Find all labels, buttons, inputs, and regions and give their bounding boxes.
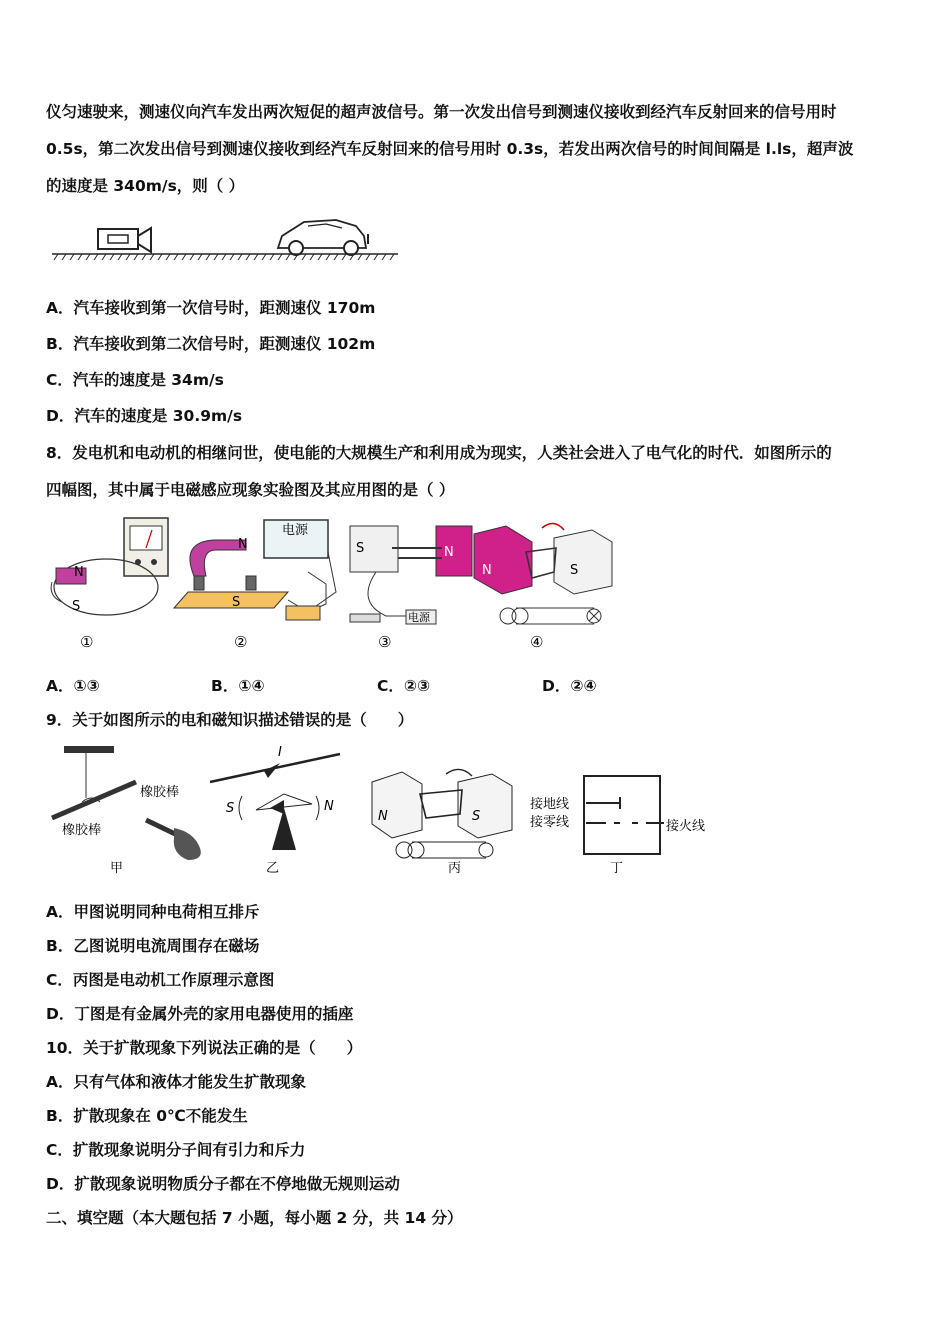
q8-fig-label-3: ③ (378, 633, 392, 651)
q8-fig3-power-label: 电源 (408, 611, 430, 624)
q9-option-b[interactable]: B．乙图说明电流周围存在磁场 (46, 937, 260, 955)
q9-fig-bing-s-label: S (472, 809, 481, 824)
q9-figures (46, 738, 726, 883)
q8-fig2-n-label: N (238, 537, 248, 552)
q9-option-a[interactable]: A．甲图说明同种电荷相互排斥 (46, 903, 260, 921)
speed-detector-icon (98, 228, 151, 252)
q8-figure-1-galvanometer (51, 518, 168, 615)
q9-fig-label-bing: 丙 (448, 861, 462, 876)
q9-fig-bing-n-label: N (378, 809, 388, 824)
q9-fig-yi-current-label: I (278, 745, 282, 760)
q10-option-b[interactable]: B．扩散现象在 0℃不能发生 (46, 1107, 248, 1125)
q9-figure-jia-rubber-rods (52, 746, 201, 860)
q9-stem: 9．关于如图所示的电和磁知识描述错误的是（ ） (46, 711, 414, 729)
q9-option-d[interactable]: D．丁图是有金属外壳的家用电器使用的插座 (46, 1005, 354, 1023)
q9-option-c[interactable]: C．丙图是电动机工作原理示意图 (46, 971, 275, 989)
q9-fig-yi-s-label: S (226, 801, 235, 816)
q8-fig3-s-label: S (356, 541, 365, 556)
q7-option-d[interactable]: D．汽车的速度是 30.9m/s (46, 407, 243, 425)
q9-fig-label-jia: 甲 (110, 861, 124, 876)
q8-fig2-s-label: S (232, 595, 241, 610)
q7-stem-line-3: 的速度是 340m/s，则（ ） (46, 177, 245, 195)
q8-option-d[interactable]: D．②④ (542, 677, 597, 695)
q8-figure-2-motor-setup (174, 520, 336, 620)
q7-stem-line-1: 仪匀速驶来，测速仪向汽车发出两次短促的超声波信号。第一次发出信号到测速仪接收到经汽车反射回来的信号用时 (46, 103, 837, 121)
q9-fig-ding-live-label: 接火线 (666, 819, 706, 834)
q8-figure-3-conductor-in-field (350, 526, 472, 624)
q8-option-a[interactable]: A．①③ (46, 677, 100, 695)
q9-fig-label-yi: 乙 (266, 861, 280, 876)
q9-figure-ding-socket (530, 776, 705, 854)
q9-fig-jia-rod-label-top: 橡胶棒 (140, 785, 180, 800)
q8-fig1-n-label: N (74, 565, 84, 580)
q7-option-b[interactable]: B．汽车接收到第二次信号时，距测速仪 102m (46, 335, 376, 353)
q8-stem-line-1: 8．发电机和电动机的相继问世，使电能的大规模生产和利用成为现实，人类社会进入了电气化的时代．如图所示的 (46, 444, 832, 462)
q9-fig-ding-ground-label: 接地线 (530, 797, 570, 812)
car-icon (278, 220, 368, 255)
q8-option-c[interactable]: C．②③ (377, 677, 431, 695)
q9-figure-bing-generator (372, 769, 512, 858)
q9-fig-label-ding: 丁 (610, 861, 624, 876)
q8-fig3-n-label: N (444, 545, 454, 560)
q8-fig2-power-label: 电源 (282, 523, 309, 538)
q10-option-d[interactable]: D．扩散现象说明物质分子都在不停地做无规则运动 (46, 1175, 400, 1193)
q8-fig4-n-label: N (482, 563, 492, 578)
q9-fig-yi-n-label: N (324, 799, 334, 814)
ground-hatching (54, 254, 394, 260)
q8-figure-4-coil-generator (474, 523, 612, 624)
q9-figure-yi-compass-current (210, 745, 340, 850)
q10-option-c[interactable]: C．扩散现象说明分子间有引力和斥力 (46, 1141, 306, 1159)
q10-stem: 10．关于扩散现象下列说法正确的是（ ） (46, 1039, 363, 1057)
q7-option-c[interactable]: C．汽车的速度是 34m/s (46, 371, 224, 389)
q8-stem-line-2: 四幅图，其中属于电磁感应现象实验图及其应用图的是（ ） (46, 481, 455, 499)
section-2-title: 二、填空题（本大题包括 7 小题，每小题 2 分，共 14 分） (46, 1209, 463, 1227)
q8-fig-label-2: ② (234, 633, 248, 651)
q9-fig-jia-rod-label-bottom: 橡胶棒 (62, 823, 102, 838)
q8-fig1-s-label: S (72, 599, 81, 614)
q8-option-b[interactable]: B．①④ (211, 677, 265, 695)
q10-option-a[interactable]: A．只有气体和液体才能发生扩散现象 (46, 1073, 306, 1091)
q9-fig-ding-neutral-label: 接零线 (530, 815, 570, 830)
q8-figures (46, 512, 626, 657)
q7-option-a[interactable]: A．汽车接收到第一次信号时，距测速仪 170m (46, 299, 376, 317)
q7-stem-line-2: 0.5s，第二次发出信号到测速仪接收到经汽车反射回来的信号用时 0.3s，若发出两次信号的时间间隔是 l.ls，超声波 (46, 140, 854, 158)
q8-fig4-s-label: S (570, 563, 579, 578)
q8-fig-label-4: ④ (530, 633, 544, 651)
q8-fig-label-1: ① (80, 633, 94, 651)
q7-figure-speedometer-car (46, 210, 406, 265)
